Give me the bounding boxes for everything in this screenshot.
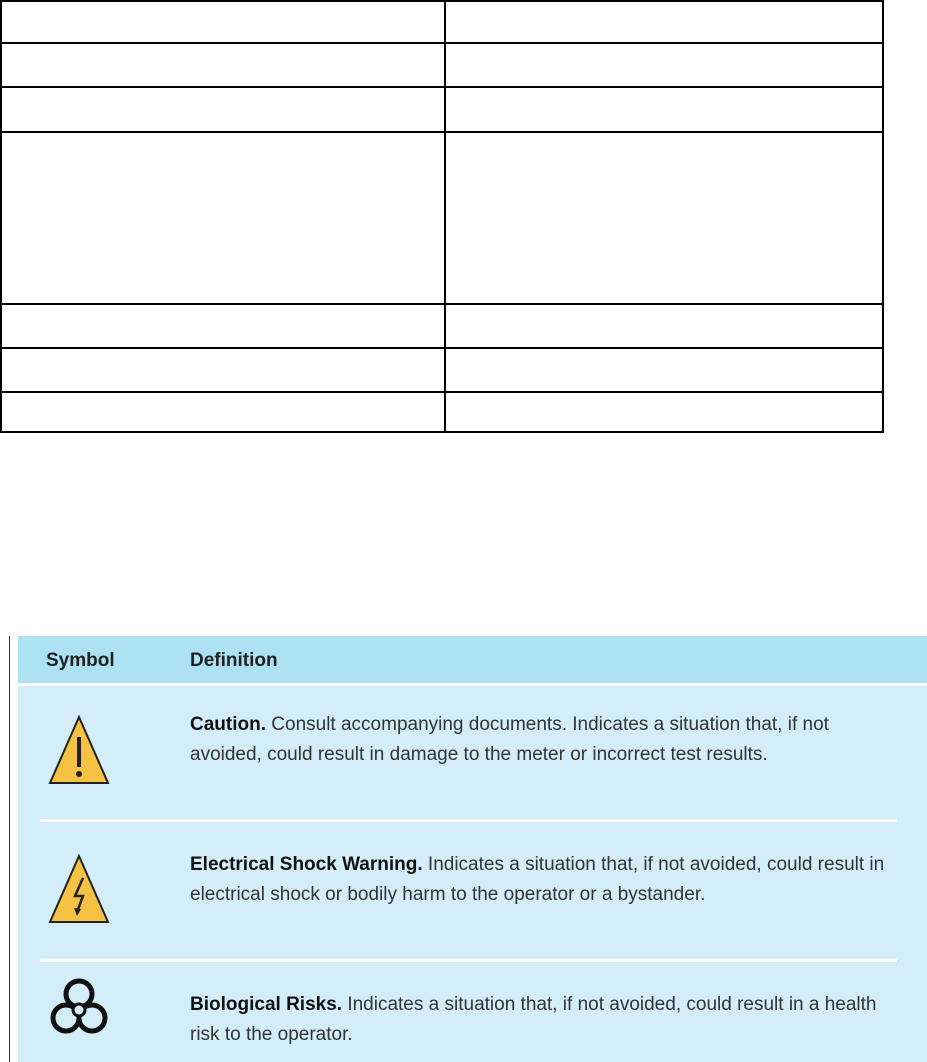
definition-caution xyxy=(190,710,890,770)
definition-title: Biological Risks. xyxy=(190,994,343,1015)
definition-title: Caution. xyxy=(190,714,266,735)
table-row-divider xyxy=(2,42,882,44)
symbols-table xyxy=(18,636,927,1062)
biohazard-icon xyxy=(48,972,110,1042)
definition-electrical-shock xyxy=(190,850,890,910)
definition-biological-risks xyxy=(190,990,890,1050)
table-row-divider xyxy=(2,86,882,88)
table-row-divider xyxy=(2,391,882,393)
table-row-divider xyxy=(2,131,882,133)
symbols-table-header xyxy=(18,636,927,686)
definition-text: Indicates a situation that, if not avoided, could result in a health risk to the operator. xyxy=(190,994,877,1045)
empty-table xyxy=(0,0,884,433)
header-symbol: Symbol xyxy=(46,650,115,671)
header-definition: Definition xyxy=(190,650,278,671)
row-separator xyxy=(40,819,897,822)
definition-text: Indicates a situation that, if not avoided, could result in electrical shock or bodily harm to the operator or a bystander. xyxy=(190,854,885,905)
electrical-shock-icon xyxy=(48,854,110,924)
margin-rule xyxy=(9,636,10,1062)
definition-text: Consult accompanying documents. Indicates a situation that, if not avoided, could result in damage to the meter or incorrect test results. xyxy=(190,714,829,765)
definition-title: Electrical Shock Warning. xyxy=(190,854,423,875)
table-column-divider xyxy=(444,2,446,431)
table-row-divider xyxy=(2,303,882,305)
table-row-divider xyxy=(2,347,882,349)
caution-triangle-icon xyxy=(48,715,110,785)
row-separator xyxy=(40,959,897,962)
